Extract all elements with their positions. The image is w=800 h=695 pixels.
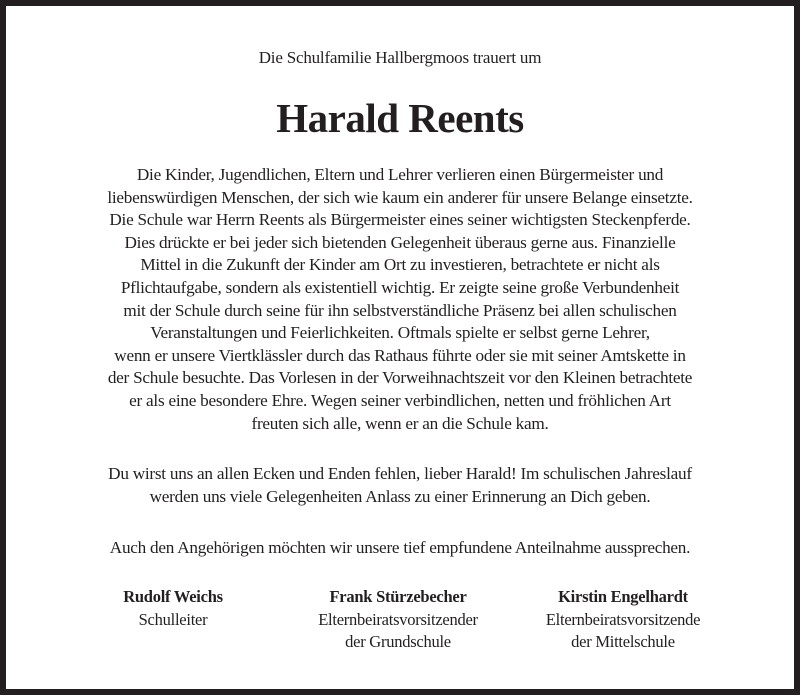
signatures	[6, 586, 794, 666]
signatory-role: Schulleiter	[138, 609, 208, 629]
text-line: werden uns viele Gelegenheiten Anlass zu einer Erinnerung an Dich geben.	[149, 486, 651, 506]
text-line: freuten sich alle, wenn er an die Schule kam.	[251, 413, 549, 433]
text-line: der Schule besuchte. Das Vorlesen in der Vorweihnachtszeit vor den Kleinen betrachtete	[107, 368, 693, 388]
text-line: Mittel in die Zukunft der Kinder am Ort zu investieren, betrachtete er nicht als	[140, 255, 660, 275]
signatory-role: Elternbeiratsvorsitzender	[318, 609, 478, 629]
signatory-role: Elternbeiratsvorsitzende	[545, 609, 701, 629]
text-line: Du wirst uns an allen Ecken und Enden fehlen, lieber Harald! Im schulischen Jahreslauf	[108, 464, 692, 483]
text-line: Die Kinder, Jugendlichen, Eltern und Lehrer verlieren einen Bürgermeister und	[136, 165, 664, 184]
text-line: Dies drückte er bei jeder sich bietenden Gelegenheit überaus gerne aus. Finanzielle	[124, 232, 676, 252]
signatory-role: der Mittelschule	[571, 632, 675, 652]
signatory-parent-council-secondary	[546, 586, 700, 654]
condolence-paragraph	[46, 537, 754, 560]
text-line: Auch den Angehörigen möchten wir unsere tief empfundene Anteilnahme aussprechen.	[109, 538, 691, 557]
farewell-paragraph	[46, 463, 754, 508]
text-line: er als eine besondere Ehre. Wegen seiner verbindlichen, netten und fröhlichen Art	[129, 390, 671, 410]
signatory-name: Kirstin Engelhardt	[558, 587, 688, 606]
deceased-name: Harald Reents	[276, 95, 524, 141]
text-line: Die Schule war Herrn Reents als Bürgermeister eines seiner wichtigsten Steckenpferde.	[109, 210, 691, 230]
signatory-principal	[123, 586, 223, 631]
signatory-role: der Grundschule	[345, 632, 451, 652]
text-line: mit der Schule durch seine für ihn selbstverständliche Präsenz bei allen schulischen	[123, 300, 677, 320]
text-line: Veranstaltungen und Feierlichkeiten. Oftmals spielte er selbst gerne Lehrer,	[150, 323, 650, 343]
intro-line: Die Schulfamilie Hallbergmoos trauert um	[258, 48, 542, 67]
signatory-name: Rudolf Weichs	[123, 587, 223, 606]
text-line: wenn er unsere Viertklässler durch das Rathaus führte oder sie mit seiner Amtskette in	[114, 345, 686, 365]
text-line: Pflichtaufgabe, sondern als existentiell wichtig. Er zeigte seine große Verbundenheit	[120, 277, 680, 297]
signatory-parent-council-primary	[318, 586, 478, 654]
text-line: liebenswürdigen Menschen, der sich wie kaum ein anderer für unsere Belange einsetzte.	[107, 187, 693, 207]
tribute-paragraph	[46, 164, 754, 435]
signatory-name: Frank Stürzebecher	[329, 587, 467, 606]
